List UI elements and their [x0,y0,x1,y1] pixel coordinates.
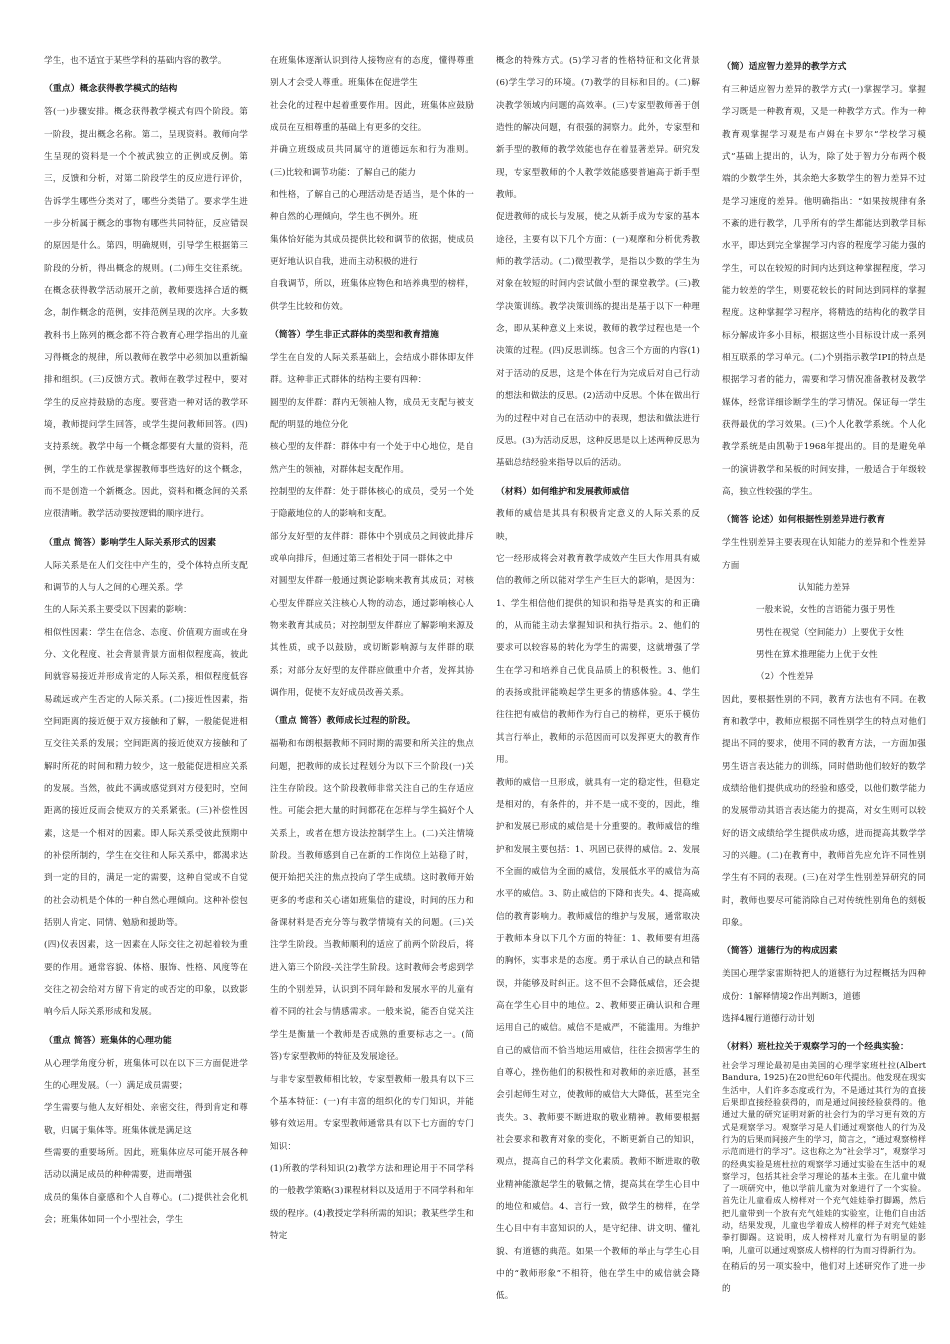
section-heading: （简答）学生非正式群体的类型和教育措施 [270,330,440,341]
paragraph: 教师的威信是其具有积极肯定意义的人际关系的反映， [496,509,700,542]
paragraph: 概念的特殊方式。(5)学习者的性格特征和文化背景(6)学生学习的环境。(7)教学的目标和目的。(二)解决教学领域内问题的高效率。(三)专家型教师善于创造性的解决问题，有很强的洞察力。此外，专家型和新手型的教师的教学效能也存在着显著差异。研究发现，专家型教师的个人教学效能感要普遍高于新手型教师。 [496,56,700,201]
paragraph: 男性在算术推理能力上优于女性 [756,649,878,660]
paragraph: 学生需要与他人友好相处、亲密交往，得到肯定和尊敬，归属于集体等。班集体就是满足这 [44,1103,248,1136]
paragraph: 相似性因素：学生在信念、态度、价值观方面或在身分、文化程度、社会背景背景方面相似程度高，彼此间就容易接近并形成肯定的人际关系，相似程度低容易疏远或产生否定的人际关系。(二)接近性因素，指空间距离的接近便于双方接触和了解，一般能促进相互交往关系的发展；空间距离的接近使双方接触和了解时所花的时间和精力较少，这一般能促进相应关系的发展。当然，彼此不满或感觉到对方侵犯时，空间距离的接近反而会使双方的关系紧张。(三)补偿性因素，这是一个相对的因素。即人际关系受彼此预期中的补偿所制约，学生在交往和人际关系中，都渴求达到一定的目的，满足一定的需要，这种自觉或不自觉的社会动机是个体的一种自然心理倾向。这种补偿包括别人肯定、同情、勉励和援助等。 [44,627,248,929]
section-heading: （简）适应智力差异的教学方式 [722,62,847,72]
section-heading: （重点 简答）影响学生人际关系形式的因素 [44,537,217,548]
paragraph: 和性格，了解自己的心理活动是否适当，是个体的一种自然的心理倾向，学生也不例外。班 [270,190,474,223]
section-heading: （重点 简答）班集体的心理功能 [44,1035,172,1046]
paragraph: 认知能力差异 [797,582,851,593]
paragraph: 福勒和布朗根据教师不同时期的需要和所关注的焦点问题，把教师的成长过程划分为以下三个阶段(一)关注生存阶段。这个阶段教师非常关注自己的生存适应性。可能会把大量的时间都花在怎样与学生搞好个人关系上，或者在想方设法控制学生上。(二)关注情境阶段。当教师感到自己在新的工作岗位上站稳了时，便开始把关注的焦点投向了学生成绩。这时教师开始更多的考虑和关心诸如班集信的建设，时间的压力和备课材料是否充分等与教学情境有关的问题。(三)关注学生阶段。当教师顺利的适应了前两个阶段后，将进入第三个阶段-关注学生阶段。这时教师会考虑到学生的个别差异，认识到不同年龄和发展水平的儿童有着不同的社会与情感需求。一般来说，能否自觉关注学生是衡量一个教师是否成熟的重要标志之一。(简答)专家型教师的特征及发展途径。 [270,739,474,1063]
column-2 [270,50,474,1320]
section-heading: （重点 简答）教师成长过程的阶段。 [270,716,416,727]
paragraph: 人际关系是在人们交往中产生的，受个体特点所支配和调节的人与人之间的心理关系。学 [44,560,248,593]
paragraph: 从心理学角度分析，班集体可以在以下三方面促进学生的心理发展。（一）满足成员需要； [44,1058,248,1092]
paragraph: 对圆型友伴群一般通过舆论影响来教育其成员；对核心型友伴群应关注核心人物的动态，通过影响核心人物来教育其成员；对控制型友伴群应了解影响来源及其性质，或予以鼓励，或切断影响源与友伴群的联系；对部分友好型的友伴群应做重中介者，发挥其协调作用，促使不友好成员改善关系。 [270,576,474,699]
section-heading: （简答）道德行为的构成因素 [722,946,838,957]
paragraph: 答(一)步骤安排。概念获得教学模式有四个阶段。第一阶段，提出概念名称。第二，呈现资料。教师向学生呈现的资料是一个个被武独立的正例或反例。第三，反馈和分析，对第二阶段学生的反应进行评价，告诉学生哪些分类对了，哪些分类错了。要求学生进一步分析属于概念的事物有哪些共同特征，反应错误的原因是什么。第四，明确规则，引导学生根据第三阶段的分析，得出概念的规则。(二)师生交往系统。在概念获得教学活动展开之前，教师要选择合适的概念，制作概念的范例，安排范例呈现的次序。大多数教科书上陈列的概念都不符合教育心理学指出的儿童习得概念的规律，所以教师在教学中必须加以重新编排和组织。(三)反馈方式。教师在教学过程中，要对学生的反应持鼓励的态度。要营造一种对话的教学环境，教师提问学生回答，或学生提问教师回答。(四)支持系统。教学中每一个概念都要有大量的资料，范例，学生的工作就是掌握教师事些选好的这个概念，而不是创造一个新概念。因此，资料和概念间的关系应很清晰。教学活动要按逻辑的顺序进行。 [44,107,248,520]
paragraph: (1)所教的学科知识(2)教学方法和理论用于不同学科的一般教学策略(3)课程材料以及适用于不同学科和年级的程序。(4)教授定学科所需的知识；教某些学生和特定 [270,1163,474,1241]
paragraph: 控制型的友伴群：处于群体核心的成员，受另一个处于隐蔽地位的人的影响和支配。 [270,487,474,520]
paragraph: 集体恰好能为其成员提供比较和调节的依据，使成员更好地认识自我，进而主动积极的进行 [270,234,474,268]
paragraph: 促进教师的成长与发展，使之从新手成为专家的基本途径，主要有以下几个方面：(一)观摩和分析优秀教师的教学活动。(二)微型教学，是指以少数的学生为对象在较短的时间内尝试做小型的课堂教学。(三)教学决策训练。教学决策训练的提出是基于以下一种理念，即从某种意义上来说，教师的教学过程也是一个决策的过程。(四)反思训练。包含三个方面的内容(1)对于活动的反思，这是个体在行为完成后对自己行动的想法和做法的反思。(2)活动中反思。个体在做出行为的过程中对自己在活动中的表现，想法和做法进行反思。(3)为活动反思，这种反思是以上述两种反思为基础总结经验来指导以后的活动。 [496,212,700,469]
paragraph: 有三种适应智力差异的教学方式(一)掌握学习。掌握学习既是一种教育观，又是一种教学方式。作为一种教育观掌握学习观是布卢姆在卡罗尔“学校学习模式”基础上提出的，认为，除了处于智力分布两个极端的少数学生外，其余绝大多数学生的智力差异不过是学习速度的差异。他明确指出：“如果按规律有条不紊的进行教学，几乎所有的学生都能达到教学目标水平，即达到完全掌握学习内容的程度学习能力强的学生，可以在较短的时间内达到这种掌握程度，学习能力较差的学生，则要花较长的时间达到同样的掌握程度。这种掌握学习程序，将精选的结构化的教学目标分解成许多小目标，根据这些小目标设计成一系列相互联系的学习单元。(二)个别指示教学IPI的特点是根据学习者的能力，需要和学习情况准备教材及教学媒体，经常详细诊断学生的学习情况。保证每一学生获得最优的学习效果。(三)个人化教学系统。个人化教学系统是由凯勒于1968年提出的。目的是避免单一的演讲教学和呆板的时间安排，一般适合于年级较高，独立性较强的学生。 [722,84,926,498]
paragraph: （2）个性差异 [756,672,814,683]
text-columns [44,50,926,1320]
paragraph: 学生在自发的人际关系基础上，会结成小群体即友伴群。这种非正式群体的结构主要有四种： [270,352,474,386]
paragraph: 生的人际关系主要受以下因素的影响： [44,605,192,616]
paragraph: 因此，要根据性别的不同，教育方法也有不同。在教育和教学中，教师应根据不同性别学生的特点对他们提出不同的要求，使用不同的教育方法，一方面加强男生语言表达能力的训练，同时借助他们较好的数学成绩给他们提供成功的经验和感受，以他们数学能力的发展带动其语言表达能力的提高，对女生则可以较好的语文成绩给学生提供成功感，进而提高其数学学习的兴趣。(二)在教育中，教师首先应允许不同性别学生有不同的表现。(三)在对学生性别差异研究的同时，教师也要尽可能消除自己对传统性别角色的刻板印象。 [722,694,926,929]
paragraph: 一般来说，女性的言语能力强于男性 [756,605,896,616]
paragraph: 选择4履行道德行动计划 [722,1013,815,1024]
section-heading: （简答 论述）如何根据性别差异进行教育 [722,515,886,526]
paragraph: 它一经形成将会对教育教学成效产生巨大作用具有威信的教师之所以能对学生产生巨大的影响，是因为：1、学生相信他们提供的知识和指导是真实的和正确的，从而能主动去掌握知识和执行指示。2、他们的要求可以较容易的转化为学生的需要，这就增强了学生在学习和培养自己优良品质上的积极性。3、他们的表扬或批评能唤起学生更多的情感体验。4、学生往往把有威信的教师作为行自己的榜样，更乐于模仿其言行举止，教师的示范因而可以发挥更大的教育作用。 [496,554,700,766]
paragraph: 学生，也不适宜于某些学科的基础内容的教学。 [44,56,227,66]
paragraph: 部分友好型的友伴群：群体中个别成员之间彼此排斥或单向排斥，但通过第三者相处于同一群体之中 [270,531,474,565]
section-heading: （材料）班杜拉关于观察学习的一个经典实验： [722,1042,909,1053]
paragraph: 并确立班级成员共同属守的道德远东和行为准则。(三)比较和调节功能：了解自己的能力 [270,145,474,178]
paragraph: 些需要的重要场所。因此，班集体应尽可能开展各种活动以满足成员的种种需要，进而增强 [44,1148,248,1181]
paragraph: 学生性别差异主要表现在认知能力的差异和个性差异方面 [722,538,926,571]
column-4 [722,50,926,1320]
paragraph: 社会学习理论最初是由美国的心理学家班杜拉(Albert Bandura, 1925)在20世纪60年代提出。他发现在现实生活中，人们许多态度或行为，不是通过其行为的直接后果即直接经验获得的，而是通过间接经验获得的。他通过大量的研究证明对新的社会行为的学习更有效的方式是观察学习。观察学习是人们通过观察他人的行为及行为的后果而间接产生的学习，简言之，“通过观察榜样示范而进行的学习”。这也称之为“社会学习”，观察学习的经典实验是班杜拉的观察学习通过实验在生活中的观察学习，包括其社会学习理论的基本主张。在儿童中做了一项研究中，他以学前儿童为对象进行了一个实验。首先让儿童看成人榜样对一个充气娃娃拳打脚踢，然后把儿童带到一个放有充气娃娃的实验室，让他们自由活动，结果发现，儿童也学着成人榜样的样子对充气娃娃拳打脚踢。这说明，成人榜样对儿童行为有明显的影响，儿童可以通过观察成人榜样的行为而习得新行为。 [722,1060,926,1255]
paragraph: 核心型的友伴群：群体中有一个处于中心地位，是自然产生的领袖，对群体起支配作用。 [270,442,474,475]
section-heading: （重点）概念获得教学模式的结构 [44,84,178,95]
paragraph: 圆型的友伴群：群内无领袖人物，成员无支配与被支配的明显的地位分化 [270,397,474,431]
paragraph: 与非专家型教师相比较，专家型教师一般具有以下三个基本特征：(一)有丰富的组织化的专门知识，并能够有效运用。专家型教师通常具有以下七方面的专门知识： [270,1074,474,1152]
section-heading: （材料）如何维护和发展教师威信 [496,486,630,497]
paragraph: 美国心理学家雷斯特把人的道德行为过程概括为四种成份：1解释情境2作出判断3，道德 [722,969,926,1002]
paragraph: 成员的集体自豪感和个人自尊心。(二)提供社会化机会；班集体如同一个小型社会，学生 [44,1192,248,1226]
paragraph: 自我调节，所以，班集体应物色和培养典型的榜样，供学生比较和仿效。 [270,279,474,312]
paragraph: 男性在视觉（空间能力）上要优于女性 [756,627,904,638]
paragraph: 教师的威信一旦形成，就具有一定的稳定性，但稳定是相对的，有条件的，并不是一成不变的，因此，维护和发展已形成的威信是十分重要的。教师威信的维护和发展主要包括：1、巩固已获得的威信。2、发展不全面的威信为全面的威信，发展低水平的威信为高水平的威信。3、防止威信的下降和丧失。4、提高威信的教育影响力。教师威信的维护与发展，通常取决于教师本身以下几个方面的特征：1、教师要有坦荡的胸怀，实事求是的态度。勇于承认自己的缺点和错误，并能够及时纠正。这不但不会降低威信，还会提高在学生心目中的地位。2、教师要正确认识和合理运用自己的威信。威信不是威严，不能滥用。为维护自己的威信而不恰当地运用威信，往往会损害学生的自尊心，挫伤他们的积极性和对教师的亲近感，甚至会引起师生对立，使教师的威信大大降低，甚至完全丧失。3、教师要不断进取的敬业精神。教师要根据社会要求和教育对象的变化，不断更新自己的知识，观点，提高自己的科学文化素质。教师不断进取的敬业精神能激起学生的敬佩之情，提高其在学生心目中的地位和威信。4、言行一致，做学生的榜样，在学生心目中有丰富知识的人，是守纪律、讲文明、懂礼貌、有道德的典范。如果一个教师的举止与学生心目中的“教师形象”不相符，他在学生中的威信就会降低。 [496,777,700,1302]
column-1 [44,50,248,1320]
paragraph: 在班集体逐渐认识到待人接物应有的态度，懂得尊重别人才会受人尊重。班集体在促进学生 [270,56,474,89]
paragraph: (四)仪表因素，这一因素在人际交往之初起着较为重要的作用。通常容貌、体格、服饰、性格、风度等在交往之初会给对方留下肯定的或否定的印象，以致影响今后人际关系形成和发展。 [44,940,248,1018]
paragraph: 社会化的过程中起着重要作用。因此，班集体应鼓励成员在互相尊重的基础上有更多的交往。 [270,100,474,134]
paragraph: 在稍后的另一项实验中，他们对上述研究作了进一步的 [722,1261,926,1295]
column-3 [496,50,700,1320]
